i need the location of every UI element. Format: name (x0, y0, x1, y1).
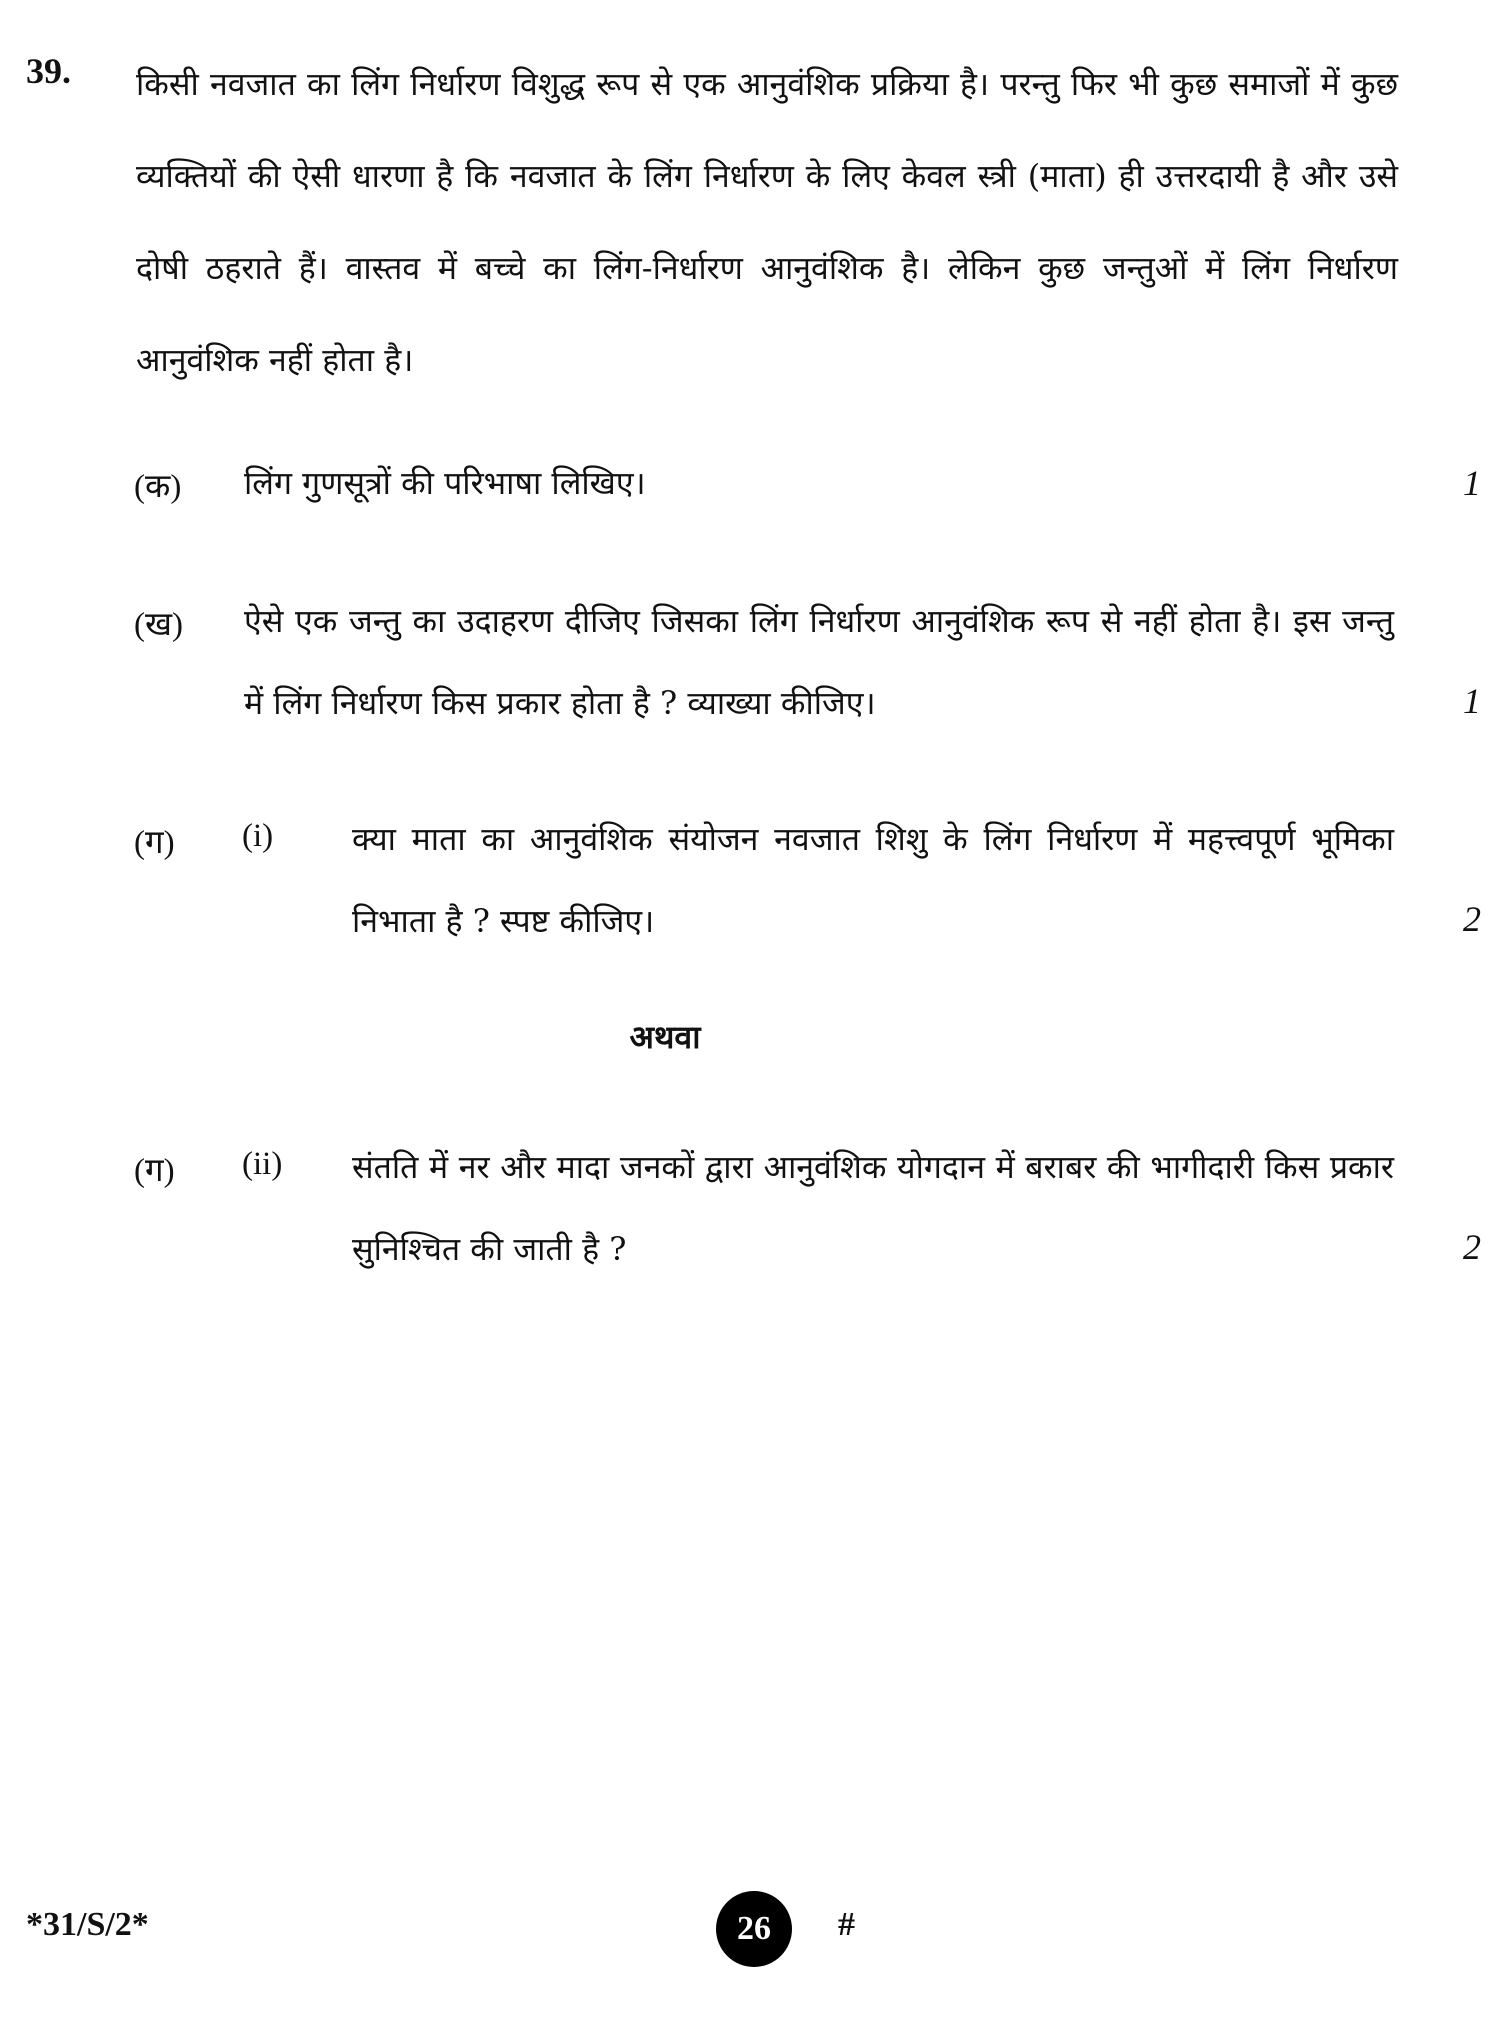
hash-mark: # (838, 1906, 855, 1943)
part-c2-label: (ग) (134, 1153, 175, 1189)
part-c1-marks: 2 (1463, 899, 1481, 939)
page-number: 26 (716, 1891, 792, 1967)
part-b-label: (ख) (134, 607, 183, 643)
part-c2-text: संतति में नर और मादा जनकों द्वारा आनुवंशिक योगदान में बराबर की भागीदारी किस प्रकार सुनिश्चित की जाती है ? (352, 1148, 1394, 1268)
or-separator: अथवा (629, 1018, 701, 1056)
part-b-text: ऐसे एक जन्तु का उदाहरण दीजिए जिसका लिंग निर्धारण आनुवंशिक रूप से नहीं होता है। इस जन्तु में लिंग निर्धारण किस प्रकार होता है ? व्याख्या कीजिए। (244, 602, 1394, 722)
part-c1-label: (ग) (134, 825, 175, 861)
question-number: 39. (26, 51, 71, 91)
paper-code: *31/S/2* (26, 1906, 149, 1943)
part-a-marks: 1 (1463, 463, 1481, 503)
part-a-label: (क) (134, 469, 182, 505)
part-c2-marks: 2 (1463, 1227, 1481, 1267)
question-intro: किसी नवजात का लिंग निर्धारण विशुद्ध रूप से एक आनुवंशिक प्रक्रिया है। परन्तु फिर भी कुछ समाजों में कुछ व्यक्तियों की ऐसी धारणा है कि नवजात के लिंग निर्धारण के लिए केवल स्त्री (माता) ही उत्तरदायी है और उसे दोषी ठहराते हैं। वास्तव में बच्चे का लिंग-निर्धारण आनुवंशिक है। लेकिन कुछ जन्तुओं में लिंग निर्धारण आनुवंशिक नहीं होता है। (136, 65, 1398, 379)
part-c1-sublabel: (i) (242, 818, 274, 854)
part-a-text: लिंग गुणसूत्रों की परिभाषा लिखिए। (244, 464, 646, 502)
part-b-marks: 1 (1463, 681, 1481, 721)
part-c1-text: क्या माता का आनुवंशिक संयोजन नवजात शिशु के लिंग निर्धारण में महत्त्वपूर्ण भूमिका निभाता है ? स्पष्ट कीजिए। (352, 820, 1394, 940)
part-c2-sublabel: (ii) (242, 1146, 283, 1182)
